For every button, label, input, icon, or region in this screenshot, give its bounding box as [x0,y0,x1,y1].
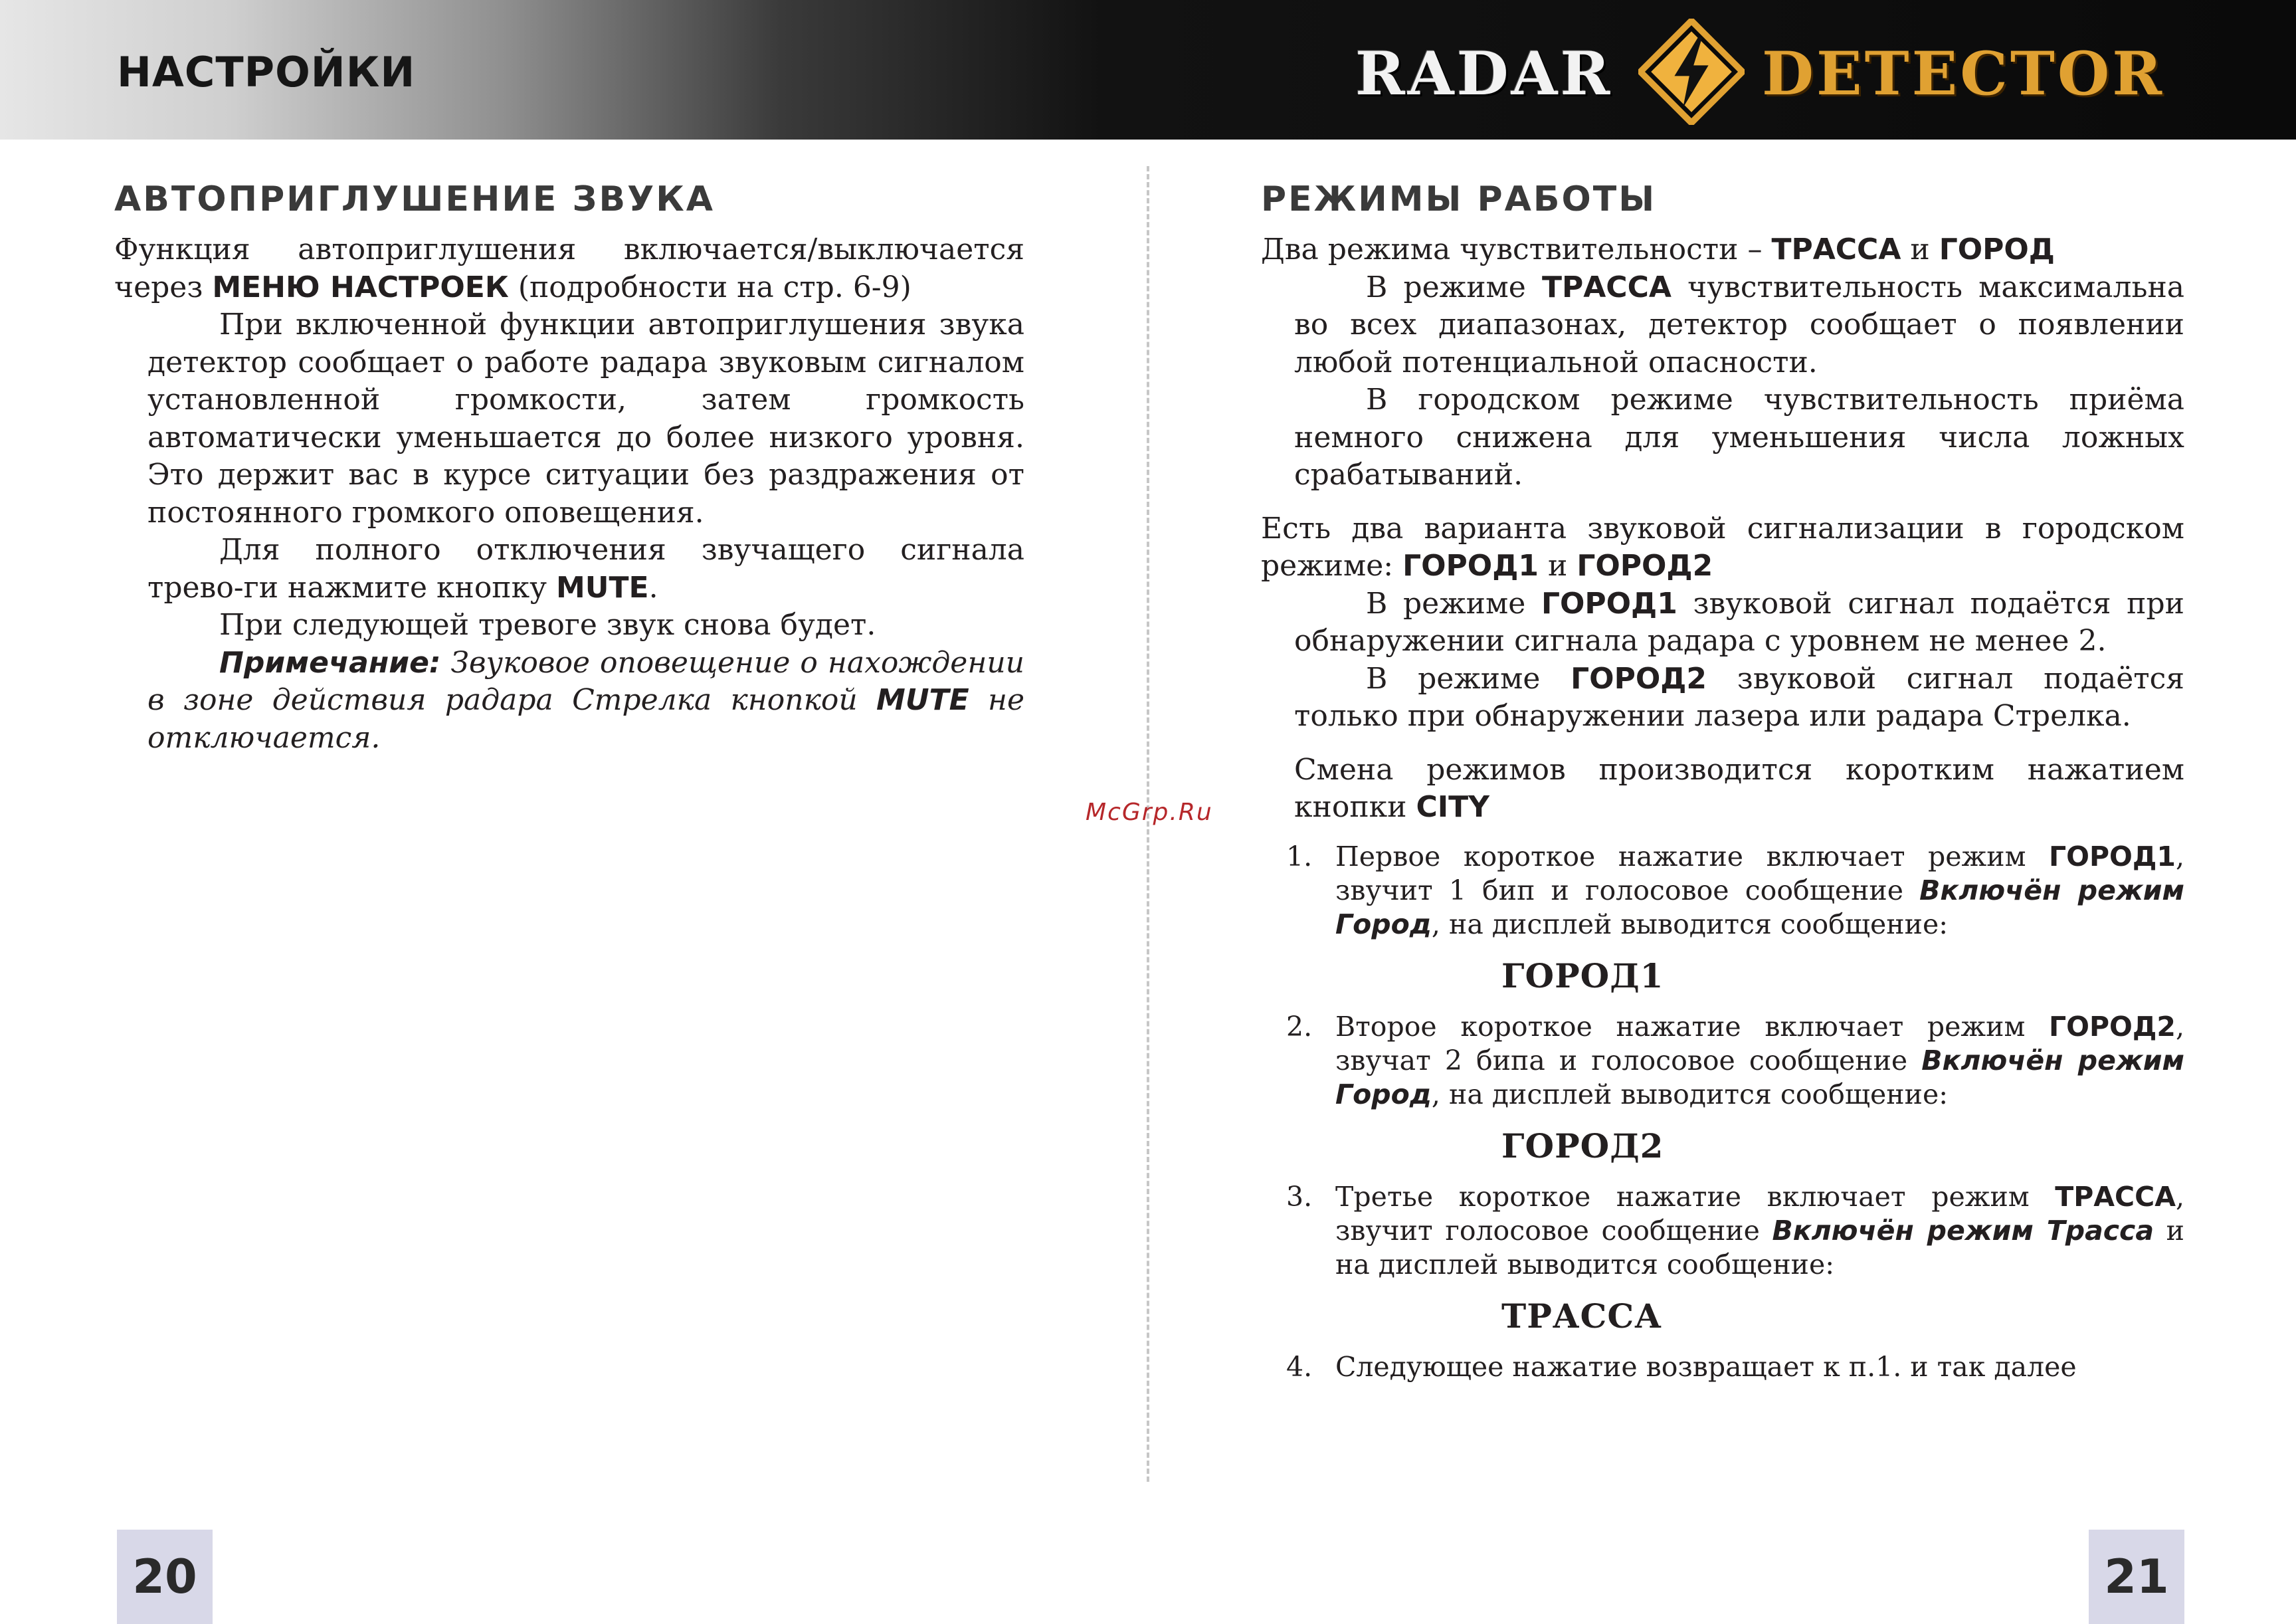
section-title: НАСТРОЙКИ [117,48,416,96]
logo-text-radar: RADAR [1355,39,1613,109]
mode-term: ТРАССА [1771,233,1901,266]
text: . [648,570,658,605]
right-paragraph-4 [1261,510,2184,585]
right-paragraph-7 [1261,752,2184,827]
right-paragraph-2 [1261,269,2184,382]
left-paragraph-2: При включенной функции автоприглушения звука детектор сообщает о работе радара звуковым сигналом установленной громкости, затем громкость автоматически уменьшается до более низкого уровня. Это держит вас в курсе ситуации без раздражения от постоянного громкого оповещения. [147,308,1024,530]
text: Следующее нажатие возвращает к п.1. и так далее [1335,1350,2077,1383]
text: и [1901,233,1939,266]
mode-term: ГОРОД1 [1541,586,1677,621]
text: , звучит 1 бип и голосовое сообщение [1335,840,2184,906]
left-paragraph-3 [114,532,1024,607]
logo-text-detector: DETECTOR [1762,39,2165,109]
display-message: ГОРОД1 [1501,956,1664,995]
text: Два режима чувствительности – [1261,233,1772,266]
list-number: 4. [1286,1350,1313,1383]
city-button-term: CITY [1416,790,1490,824]
text: В режиме [1366,661,1571,696]
right-heading: РЕЖИМЫ РАБОТЫ [1261,179,1657,219]
right-page [1261,179,2184,1399]
mute-term: MUTE [556,570,649,605]
left-paragraph-4: При следующей тревоге звук снова будет. [219,608,876,642]
text: звуковой сигнал подаётся при обнаружении сигнала радара с уровнем не менее 2. [1294,586,2185,658]
text: , на дисплей выводится сообщение: [1431,1078,1949,1110]
mode-term: ГОРОД1 [1402,549,1539,583]
list-number: 3. [1286,1180,1313,1213]
list-item [1261,840,2184,993]
text: Второе короткое нажатие включает режим [1335,1010,2050,1043]
text: В режиме [1366,586,1541,621]
right-paragraph-6 [1261,660,2184,736]
text: и [1539,549,1577,583]
voice-message: Включён режим Трасса [1772,1214,2154,1247]
mode-term: ГОРОД2 [2049,1010,2176,1043]
mode-term: ГОРОД1 [2049,840,2176,872]
text: Третье короткое нажатие включает режим [1335,1180,2056,1213]
list-item [1261,1010,2184,1166]
left-note [114,645,1024,758]
left-heading: АВТОПРИГЛУШЕНИЕ ЗВУКА [114,179,715,219]
text: В режиме [1366,270,1542,304]
text: не отключается. [147,683,1024,755]
text: и на дисплей выводится сообщение: [1335,1214,2185,1280]
left-page [114,179,1024,757]
mode-term: ТРАССА [2055,1180,2176,1213]
text: Первое короткое нажатие включает режим [1335,840,2050,872]
mode-term: ГОРОД2 [1571,661,1707,696]
brand-logo [1355,15,2165,128]
list-number: 1. [1286,840,1313,872]
text: , звучат 2 бипа и голосовое сообщение [1335,1010,2184,1076]
right-paragraph-5 [1261,585,2184,660]
voice-message: Включён режим Город [1335,1044,2184,1110]
text: , звучит голосовое сообщение [1335,1180,2184,1247]
page-number-left: 20 [117,1530,213,1624]
page-header [0,0,2296,140]
note-label: Примечание: [219,645,441,680]
mode-term: ГОРОД [1939,233,2055,266]
text: звуковой сигнал подаётся только при обнаружении лазера или радара Стрелка. [1294,661,2184,733]
text: Для полного отключения звучащего сигнала трево-ги нажмите кнопку [147,533,1024,605]
list-item [1261,1180,2185,1336]
display-message: ГОРОД2 [1501,1126,1664,1166]
right-paragraph-3: В городском режиме чувствительность приёма немного снижена для уменьшения числа ложных срабатываний. [1294,383,2184,492]
right-paragraph-1 [1261,231,2184,269]
text: чувствительность максимальна во всех диапазонах, детектор сообщает о появлении любой потенциальной опасности. [1294,270,2184,379]
mute-term: MUTE [876,683,969,717]
text: Есть два варианта звуковой сигнализации в городском режиме: [1261,511,2184,583]
text: Звуковое оповещение о нахождении в зоне действия радара Стрелка кнопкой [147,645,1024,717]
mode-switch-list [1261,840,2184,1384]
text: , на дисплей выводится сообщение: [1431,908,1949,940]
mode-term: ГОРОД2 [1577,549,1713,583]
voice-message: Включён режим Город [1335,874,2184,940]
page-number-right: 21 [2089,1530,2184,1624]
text: Функция автоприглушения включается/выключается через [114,233,1024,304]
lightning-diamond-icon [1638,19,1745,125]
mode-term: ТРАССА [1541,270,1672,304]
left-paragraph-1 [114,231,1024,306]
text: (подробности на стр. 6-9) [508,270,911,304]
list-number: 2. [1286,1010,1313,1043]
display-message: ТРАССА [1501,1296,1662,1336]
watermark: McGrp.Ru [1086,799,1213,826]
settings-menu-term: МЕНЮ НАСТРОЕК [212,270,509,304]
text: Смена режимов производится коротким нажатием кнопки [1294,752,2184,824]
list-item [1261,1350,2184,1384]
